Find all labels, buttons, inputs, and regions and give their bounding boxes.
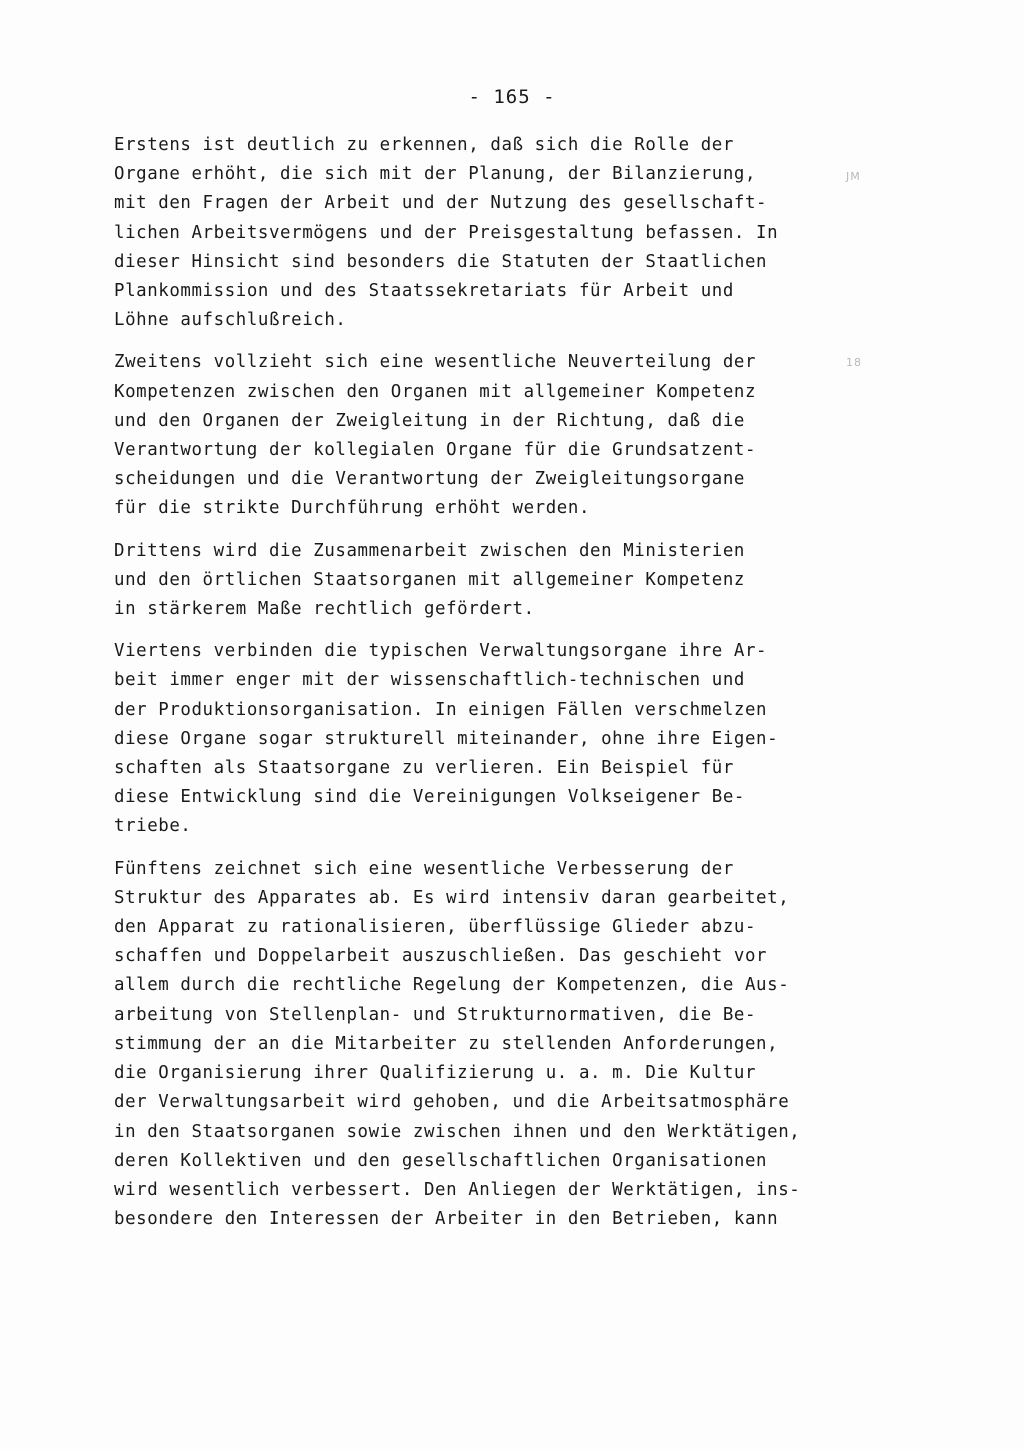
text-line: mit den Fragen der Arbeit und der Nutzung des gesellschaft- <box>114 193 768 214</box>
text-line: deren Kollektiven und den gesellschaftlichen Organisationen <box>114 1150 768 1171</box>
paragraph-drittens <box>114 537 844 625</box>
text-line: in den Staatsorganen sowie zwischen ihnen und den Werktätigen, <box>114 1121 801 1142</box>
text-line: diese Entwicklung sind die Vereinigungen Volkseigener Be- <box>114 787 745 808</box>
text-line: scheidungen und die Verantwortung der Zweigleitungsorgane <box>114 469 745 490</box>
paragraph-erstens <box>114 131 844 335</box>
text-line: dieser Hinsicht sind besonders die Statuten der Staatlichen <box>114 251 768 272</box>
text-line: schaften als Staatsorgane zu verlieren. Ein Beispiel für <box>114 758 734 779</box>
text-line: Plankommission und des Staatssekretariats für Arbeit und <box>114 281 734 302</box>
text-line: beit immer enger mit der wissenschaftlich-technischen und <box>114 670 745 691</box>
text-line: Erstens ist deutlich zu erkennen, daß sich die Rolle der <box>114 135 734 155</box>
text-line: Struktur des Apparates ab. Es wird intensiv daran gearbeitet, <box>114 887 790 908</box>
paragraph-fuenftens <box>114 855 844 1235</box>
text-line: triebe. <box>114 816 192 837</box>
margin-mark: JM <box>846 170 861 183</box>
text-line: schaffen und Doppelarbeit auszuschließen. Das geschieht vor <box>114 946 768 967</box>
text-line: Verantwortung der kollegialen Organe für die Grundsatzent- <box>114 440 757 461</box>
text-line: wird wesentlich verbessert. Den Anliegen der Werktätigen, ins- <box>114 1179 801 1200</box>
text-line: und den Organen der Zweigleitung in der Richtung, daß die <box>114 410 745 431</box>
text-line: besondere den Interessen der Arbeiter in den Betrieben, kann <box>114 1209 779 1230</box>
text-line: stimmung der an die Mitarbeiter zu stellenden Anforderungen, <box>114 1033 779 1054</box>
text-line: Drittens wird die Zusammenarbeit zwischen den Ministerien <box>114 540 745 561</box>
margin-mark: 18 <box>846 356 862 369</box>
text-line: Löhne aufschlußreich. <box>114 310 347 331</box>
text-line: die Organisierung ihrer Qualifizierung u. a. m. Die Kultur <box>114 1063 757 1084</box>
text-line: Kompetenzen zwischen den Organen mit allgemeiner Kompetenz <box>114 381 757 402</box>
text-line: den Apparat zu rationalisieren, überflüssige Glieder abzu- <box>114 917 757 938</box>
text-line: für die strikte Durchführung erhöht werden. <box>114 498 591 519</box>
text-line: lichen Arbeitsvermögens und der Preisgestaltung befassen. In <box>114 222 779 243</box>
text-line: arbeitung von Stellenplan- und Strukturnormativen, die Be- <box>114 1004 757 1025</box>
text-line: allem durch die rechtliche Regelung der Kompetenzen, die Aus- <box>114 975 790 996</box>
text-line: und den örtlichen Staatsorganen mit allgemeiner Kompetenz <box>114 569 745 590</box>
page-number: - 165 - <box>468 86 556 108</box>
text-line: Organe erhöht, die sich mit der Planung, der Bilanzierung, <box>114 164 757 185</box>
paragraph-viertens <box>114 637 844 841</box>
text-line: Zweitens vollzieht sich eine wesentliche Neuverteilung der <box>114 352 757 373</box>
text-line: Viertens verbinden die typischen Verwaltungsorgane ihre Ar- <box>114 641 768 662</box>
text-line: der Verwaltungsarbeit wird gehoben, und die Arbeitsatmosphäre <box>114 1092 790 1113</box>
text-line: Fünftens zeichnet sich eine wesentliche Verbesserung der <box>114 858 734 879</box>
paragraph-zweitens <box>114 348 844 523</box>
text-line: diese Organe sogar strukturell miteinander, ohne ihre Eigen- <box>114 728 779 749</box>
text-line: in stärkerem Maße rechtlich gefördert. <box>114 599 535 620</box>
text-line: der Produktionsorganisation. In einigen Fällen verschmelzen <box>114 699 768 720</box>
body-text <box>114 131 844 1247</box>
